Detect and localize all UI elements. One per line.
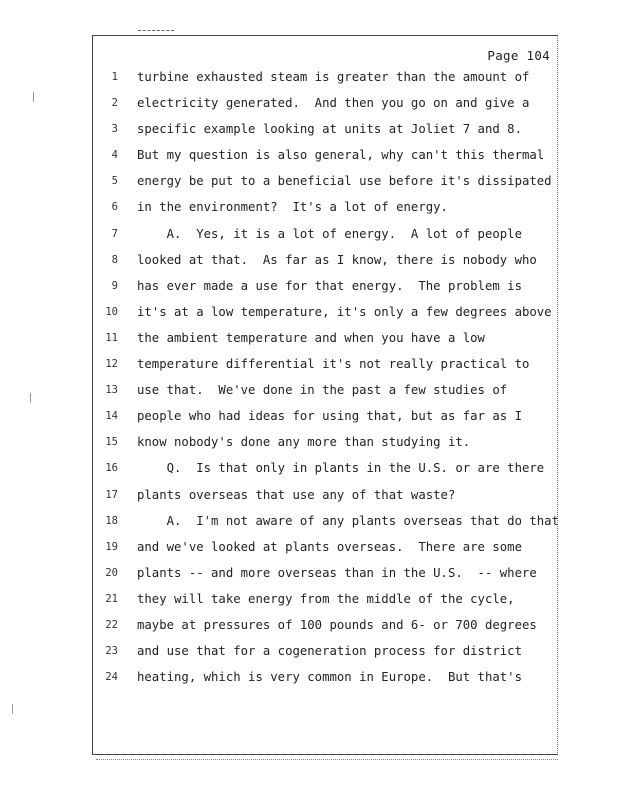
margin-mark (30, 393, 31, 403)
transcript-line: people who had ideas for using that, but as far as I (137, 409, 522, 424)
line-number: 1 (111, 71, 118, 83)
line-number: 21 (105, 592, 118, 605)
margin-mark (33, 92, 34, 102)
line-number: 19 (105, 540, 118, 553)
transcript-line: looked at that. As far as I know, there is nobody who (137, 252, 537, 267)
transcript-line: specific example looking at units at Joliet 7 and 8. (137, 122, 522, 137)
frame-left-border (92, 35, 93, 755)
frame-bottom-border (92, 754, 558, 755)
transcript-line: energy be put to a beneficial use before it's dissipated (137, 174, 552, 189)
transcript-line: But my question is also general, why can't this thermal (137, 148, 545, 163)
transcript-line: A. Yes, it is a lot of energy. A lot of people (137, 226, 522, 241)
transcript-line: heating, which is very common in Europe. But that's (137, 670, 522, 685)
transcript-line: in the environment? It's a lot of energy. (137, 200, 448, 215)
transcript-line: electricity generated. And then you go on and give a (137, 96, 530, 111)
transcript-line: they will take energy from the middle of the cycle, (137, 591, 515, 606)
line-number: 10 (105, 305, 118, 318)
page-number: Page 104 (487, 48, 550, 63)
transcript-text (137, 70, 557, 696)
transcript-line: plants overseas that use any of that waste? (137, 487, 456, 502)
transcript-line: the ambient temperature and when you have a low (137, 330, 485, 345)
line-number: 7 (111, 227, 118, 240)
line-number: 4 (111, 149, 118, 162)
transcript-line: turbine exhausted steam is greater than the amount of (137, 70, 530, 84)
frame-header-mark (138, 30, 174, 31)
line-number-column (96, 70, 118, 696)
frame-top-border (92, 35, 558, 36)
transcript-line: plants -- and more overseas than in the U.S. -- where (137, 565, 537, 580)
line-number: 8 (111, 253, 118, 266)
transcript-line: and use that for a cogeneration process for district (137, 644, 522, 659)
line-number: 3 (111, 123, 118, 136)
line-number: 12 (105, 358, 118, 371)
line-number: 15 (105, 436, 118, 449)
line-number: 5 (111, 175, 118, 188)
margin-mark (12, 704, 13, 714)
line-number: 2 (111, 97, 118, 110)
line-number: 13 (105, 384, 118, 397)
transcript-line: maybe at pressures of 100 pounds and 6- or 700 degrees (137, 617, 537, 632)
transcript-line: use that. We've done in the past a few studies of (137, 383, 508, 398)
line-number: 20 (105, 566, 118, 579)
transcript-line: know nobody's done any more than studying it. (137, 435, 471, 450)
line-number: 9 (111, 279, 118, 292)
line-number: 6 (111, 201, 118, 214)
line-number: 22 (105, 618, 118, 631)
line-number: 14 (105, 410, 118, 423)
line-number: 11 (105, 331, 118, 344)
line-number: 24 (105, 671, 118, 684)
line-number: 16 (105, 462, 118, 475)
transcript-line: A. I'm not aware of any plants overseas that do that (137, 513, 559, 528)
line-number: 23 (105, 645, 118, 658)
transcript-line: has ever made a use for that energy. The problem is (137, 278, 522, 293)
frame-bottom-shadow (96, 759, 558, 760)
frame-right-border (557, 35, 558, 755)
line-number: 18 (105, 514, 118, 527)
transcript-line: Q. Is that only in plants in the U.S. or are there (137, 461, 545, 476)
transcript-line: and we've looked at plants overseas. There are some (137, 539, 522, 554)
transcript-line: temperature differential it's not really practical to (137, 357, 530, 372)
line-number: 17 (105, 488, 118, 501)
transcript-line: it's at a low temperature, it's only a few degrees above (137, 304, 552, 319)
